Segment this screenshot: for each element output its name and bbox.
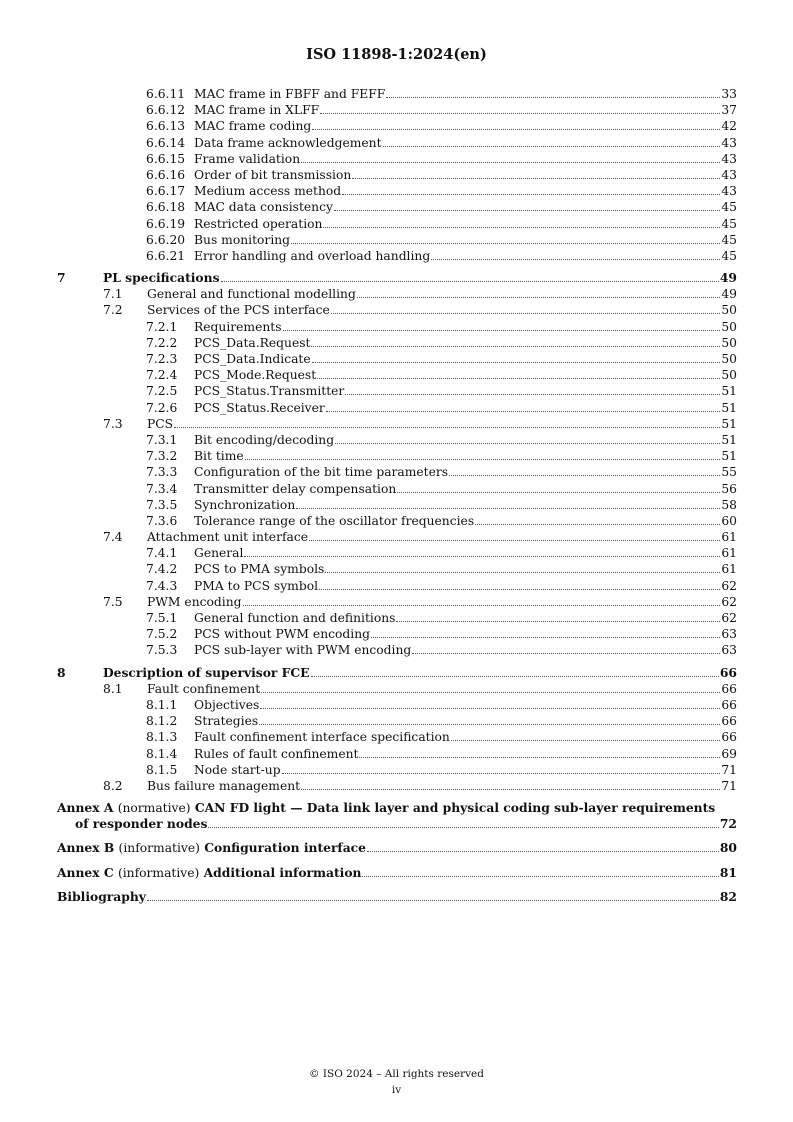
toc-entry[interactable] (57, 86, 737, 102)
toc-entry-number: 8 (57, 664, 66, 680)
toc-entry-title: MAC frame coding (194, 119, 312, 134)
toc-entry-title: Bus monitoring (194, 232, 291, 247)
toc-entry-number: 6.6.16 (146, 167, 186, 182)
toc-entry-page: 51 (721, 432, 737, 447)
toc-entry[interactable] (57, 642, 737, 658)
leader-dots (386, 97, 720, 98)
toc-entry-number: 7.2.1 (146, 319, 178, 334)
toc-entry[interactable] (57, 746, 737, 762)
toc-entry-title: PCS without PWM encoding (194, 627, 371, 642)
toc-entry-page: 50 (721, 368, 737, 383)
toc-entry[interactable] (57, 497, 737, 513)
annex-c-title: Additional information (203, 864, 362, 880)
toc-entry[interactable] (57, 199, 737, 215)
toc-entry[interactable] (57, 102, 737, 118)
toc-entry-title: Fault confinement interface specification (194, 730, 450, 745)
toc-entry-title: General and functional modelling (147, 287, 356, 302)
leader-dots (323, 227, 720, 228)
toc-entry-page: 45 (721, 216, 737, 231)
toc-annex-b[interactable] (57, 840, 737, 856)
toc-entry-page: 43 (721, 151, 737, 166)
leader-dots (311, 346, 720, 347)
toc-entry-title: Strategies (194, 714, 259, 729)
leader-dots (312, 362, 721, 363)
toc-entry-title: General function and definitions (194, 611, 396, 625)
leader-dots (451, 740, 720, 741)
toc-entry-number: 8.2 (103, 778, 123, 793)
toc-entry-page: 55 (721, 465, 737, 480)
toc-entry-number: 7.2.5 (146, 384, 178, 399)
toc-entry-page: 49 (721, 287, 737, 302)
toc-entry-title: Synchronization (194, 497, 296, 512)
toc-entry-title: Fault confinement (147, 681, 261, 696)
leader-dots (325, 572, 720, 573)
toc-entry-title: PCS (147, 416, 174, 431)
toc-entry-page: 50 (721, 319, 737, 334)
annex-b-title: Configuration interface (204, 840, 366, 856)
leader-dots (475, 524, 720, 525)
toc-entry-number: 7.3.2 (146, 449, 178, 464)
toc-entry-number: 6.6.13 (146, 119, 186, 134)
toc-entry-page: 50 (721, 352, 737, 366)
toc-entry-title: PCS_Data.Indicate (194, 352, 311, 366)
toc-annex-c[interactable] (57, 865, 737, 881)
toc-entry-page: 49 (719, 270, 737, 286)
toc-entry-page: 71 (721, 762, 737, 777)
leader-dots (371, 637, 720, 638)
annex-b-page: 80 (719, 840, 737, 856)
toc-entry-number: 7.4.1 (146, 546, 178, 561)
annex-c-label: Annex C (57, 864, 114, 880)
toc-entry-page: 63 (721, 643, 737, 658)
toc-entry-number: 7.4.3 (146, 578, 178, 593)
toc-entry[interactable] (57, 135, 737, 151)
toc-entry[interactable] (57, 578, 737, 594)
toc-entry[interactable] (57, 762, 737, 778)
leader-dots (412, 653, 720, 654)
toc-entry-number: 8.1 (103, 681, 123, 696)
toc-entry[interactable] (57, 183, 737, 199)
toc-entry-number: 7.2.2 (146, 335, 178, 350)
toc-entry-page: 61 (721, 530, 737, 545)
toc-entry-title: PL specifications (103, 270, 220, 286)
toc-entry-page: 71 (721, 778, 737, 793)
toc-entry-page: 45 (721, 232, 737, 247)
leader-dots (147, 900, 719, 901)
toc-entry-title: PCS_Status.Receiver (194, 400, 325, 415)
toc-entry-title: PCS_Mode.Request (194, 368, 317, 383)
toc-entry-title: Error handling and overload handling (194, 248, 431, 263)
annex-b-label: Annex B (57, 840, 115, 856)
leader-dots (309, 540, 720, 541)
toc-entry[interactable] (57, 697, 737, 713)
toc-entry[interactable] (57, 610, 737, 626)
toc-entry[interactable] (57, 448, 737, 464)
leader-dots (396, 621, 720, 622)
toc-entry[interactable] (57, 400, 737, 416)
toc-entry-title: Requirements (194, 319, 282, 334)
toc-entry-title: Tolerance range of the oscillator frequencies (194, 513, 475, 528)
toc-entry-title: PCS_Data.Request (194, 335, 311, 350)
toc-entry-page: 61 (721, 546, 737, 561)
toc-entry-number: 8.1.3 (146, 730, 178, 745)
toc-entry-title: MAC frame in FBFF and FEFF (194, 87, 386, 101)
leader-dots (282, 773, 721, 774)
leader-dots (208, 827, 718, 828)
toc-entry[interactable] (57, 367, 737, 383)
toc-entry[interactable] (57, 335, 737, 351)
annex-a-title-line2: of responder nodes (75, 816, 208, 832)
toc-entry[interactable] (57, 118, 737, 134)
toc-entry-title: PCS to PMA symbols (194, 562, 325, 577)
toc-entry-title: Bit encoding/decoding (194, 432, 335, 447)
toc-entry-title: Configuration of the bit time parameters (194, 465, 449, 480)
toc-entry-page: 51 (721, 384, 737, 399)
toc-entry-page: 61 (721, 562, 737, 577)
toc-entry-page: 33 (721, 87, 737, 101)
toc-annex-a[interactable] (57, 800, 737, 832)
toc-entry-title: Rules of fault confinement (194, 746, 359, 761)
toc-entry-page: 66 (721, 714, 737, 729)
toc-entry[interactable] (57, 713, 737, 729)
leader-dots (311, 676, 719, 677)
toc-entry-title: Medium access method (194, 184, 342, 199)
toc-entry-number: 7.3.6 (146, 513, 178, 528)
leader-dots (317, 378, 720, 379)
toc-entry-number: 8.1.2 (146, 714, 178, 729)
bibliography-title: Bibliography (57, 888, 146, 904)
toc-entry[interactable] (57, 432, 737, 448)
toc-entry[interactable] (57, 232, 737, 248)
copyright-notice: © ISO 2024 – All rights reserved (309, 1068, 484, 1080)
toc-entry-number: 7.4.2 (146, 562, 178, 577)
toc-entry-page: 66 (721, 730, 737, 745)
leader-dots (301, 789, 720, 790)
toc-entry-number: 7.3.4 (146, 481, 178, 496)
toc-entry-title: PMA to PCS symbol (194, 578, 319, 593)
toc-entry-page: 60 (721, 513, 737, 528)
toc-entry-page: 58 (721, 497, 737, 512)
toc-entry-page: 51 (721, 400, 737, 415)
toc-entry-page: 66 (721, 697, 737, 712)
toc-entry-number: 6.6.21 (146, 248, 186, 263)
toc-entry-page: 69 (721, 746, 737, 761)
toc-entry-title: Data frame acknowledgement (194, 135, 382, 150)
toc-entry-title: PCS_Status.Transmitter (194, 384, 345, 399)
toc-entry-number: 7 (57, 270, 66, 286)
toc-entry-number: 7.2.6 (146, 400, 178, 415)
toc-entry-title: Bus failure management (147, 778, 301, 793)
page-number: iv (391, 1084, 402, 1096)
toc-entry-number: 6.6.18 (146, 200, 186, 215)
toc-entry[interactable] (57, 561, 737, 577)
toc-entry-number: 8.1.4 (146, 746, 178, 761)
toc-entry-title: MAC frame in XLFF (194, 103, 320, 118)
leader-dots (357, 297, 721, 298)
leader-dots (326, 411, 721, 412)
leader-dots (245, 459, 721, 460)
annex-b-type: (informative) (118, 841, 200, 856)
leader-dots (174, 427, 720, 428)
toc-entry[interactable] (57, 464, 737, 480)
toc-entry-title: PWM encoding (147, 594, 242, 609)
toc-entry[interactable] (57, 529, 737, 545)
table-of-contents (57, 86, 737, 905)
toc-entry-page: 51 (721, 416, 737, 431)
toc-entry[interactable] (57, 351, 737, 367)
toc-entry-title: General (194, 546, 244, 561)
toc-entry-number: 7.2 (103, 303, 123, 318)
toc-entry-number: 7.4 (103, 530, 123, 545)
leader-dots (244, 556, 720, 557)
toc-entry-page: 43 (721, 167, 737, 182)
leader-dots (259, 724, 720, 725)
document-header: ISO 11898-1:2024(en) (306, 46, 487, 63)
toc-entry-number: 6.6.12 (146, 103, 186, 118)
toc-entry-page: 50 (721, 335, 737, 350)
toc-entry-page: 43 (721, 135, 737, 150)
toc-entry-title: Description of supervisor FCE (103, 664, 310, 680)
toc-entry-title: Restricted operation (194, 216, 323, 231)
toc-entry-number: 6.6.14 (146, 135, 186, 150)
toc-entry-page: 43 (721, 184, 737, 199)
annex-a-title-line1: CAN FD light — Data link layer and physical coding sub-layer requirements (194, 800, 716, 816)
toc-entry[interactable] (57, 151, 737, 167)
toc-entry[interactable] (57, 286, 737, 302)
annex-a-type: (normative) (117, 801, 191, 816)
leader-dots (345, 394, 720, 395)
leader-dots (383, 146, 721, 147)
toc-entry-page: 56 (721, 481, 737, 496)
toc-entry[interactable] (57, 665, 737, 681)
toc-entry-title: Node start-up (194, 762, 281, 777)
leader-dots (397, 492, 720, 493)
toc-entry-number: 7.3 (103, 416, 123, 431)
toc-entry-title: PCS sub-layer with PWM encoding (194, 643, 412, 658)
toc-entry[interactable] (57, 383, 737, 399)
leader-dots (243, 605, 721, 606)
annex-c-type: (informative) (117, 865, 200, 880)
toc-entry-number: 7.5 (103, 594, 123, 609)
toc-entry-number: 8.1.5 (146, 762, 178, 777)
toc-entry-page: 66 (721, 681, 737, 696)
leader-dots (301, 162, 720, 163)
toc-entry-number: 7.5.3 (146, 643, 178, 658)
toc-entry-number: 7.3.5 (146, 497, 178, 512)
toc-entry-number: 7.1 (103, 287, 123, 302)
leader-dots (367, 851, 719, 852)
leader-dots (431, 259, 720, 260)
toc-entry-number: 6.6.17 (146, 184, 186, 199)
toc-entry-number: 6.6.20 (146, 232, 186, 247)
toc-entry[interactable] (57, 319, 737, 335)
leader-dots (334, 210, 720, 211)
leader-dots (331, 313, 721, 314)
toc-entry[interactable] (57, 270, 737, 286)
leader-dots (312, 129, 720, 130)
toc-entry[interactable] (57, 626, 737, 642)
toc-entry-number: 6.6.15 (146, 151, 186, 166)
toc-entry-title: Attachment unit interface (147, 530, 309, 545)
leader-dots (221, 281, 719, 282)
annex-a-page: 72 (719, 816, 737, 832)
toc-entry-title: Objectives (194, 697, 260, 712)
leader-dots (320, 113, 720, 114)
annex-a-label: Annex A (57, 800, 114, 816)
toc-entry-number: 7.3.1 (146, 432, 178, 447)
toc-entry-number: 7.5.1 (146, 611, 178, 625)
leader-dots (261, 692, 720, 693)
toc-entry-page: 62 (721, 594, 737, 609)
toc-entry-number: 7.2.4 (146, 368, 178, 383)
toc-entry-page: 63 (721, 627, 737, 642)
toc-entry-number: 6.6.19 (146, 216, 186, 231)
leader-dots (449, 475, 720, 476)
leader-dots (342, 194, 720, 195)
toc-entry-number: 7.3.3 (146, 465, 178, 480)
leader-dots (283, 330, 721, 331)
leader-dots (296, 508, 720, 509)
toc-entry[interactable] (57, 481, 737, 497)
toc-entry[interactable] (57, 416, 737, 432)
toc-entry-page: 66 (719, 664, 737, 680)
toc-entry-page: 42 (721, 119, 737, 134)
leader-dots (352, 178, 720, 179)
toc-entry-title: Bit time (194, 449, 244, 464)
toc-entry[interactable] (57, 167, 737, 183)
toc-entry-title: Services of the PCS interface (147, 303, 330, 318)
toc-entry-title: Transmitter delay compensation (194, 481, 397, 496)
toc-entry[interactable] (57, 681, 737, 697)
leader-dots (359, 757, 720, 758)
toc-entry[interactable] (57, 778, 737, 794)
toc-entry[interactable] (57, 216, 737, 232)
toc-entry-title: Order of bit transmission (194, 167, 352, 182)
toc-entry[interactable] (57, 513, 737, 529)
leader-dots (319, 589, 720, 590)
annex-c-page: 81 (719, 864, 737, 880)
toc-entries (57, 86, 737, 794)
toc-entry-page: 62 (721, 611, 737, 625)
leader-dots (260, 708, 720, 709)
toc-entry-page: 45 (721, 248, 737, 263)
toc-entry[interactable] (57, 545, 737, 561)
toc-entry[interactable] (57, 248, 737, 264)
toc-entry-page: 51 (721, 449, 737, 464)
toc-entry[interactable] (57, 594, 737, 610)
toc-entry-page: 62 (721, 578, 737, 593)
toc-entry-title: MAC data consistency (194, 200, 333, 215)
toc-entry-page: 50 (721, 303, 737, 318)
leader-dots (335, 443, 720, 444)
toc-bibliography[interactable] (57, 889, 737, 905)
toc-entry-number: 7.2.3 (146, 352, 178, 366)
toc-entry[interactable] (57, 302, 737, 318)
leader-dots (291, 243, 720, 244)
page-footer (0, 1066, 793, 1098)
toc-entry-page: 37 (721, 103, 737, 118)
toc-entry-number: 8.1.1 (146, 697, 178, 712)
toc-entry-title: Frame validation (194, 151, 301, 166)
toc-entry[interactable] (57, 729, 737, 745)
toc-entry-number: 7.5.2 (146, 627, 178, 642)
toc-entry-page: 45 (721, 200, 737, 215)
bibliography-page: 82 (719, 888, 737, 904)
toc-entry-number: 6.6.11 (146, 87, 186, 101)
leader-dots (362, 876, 718, 877)
